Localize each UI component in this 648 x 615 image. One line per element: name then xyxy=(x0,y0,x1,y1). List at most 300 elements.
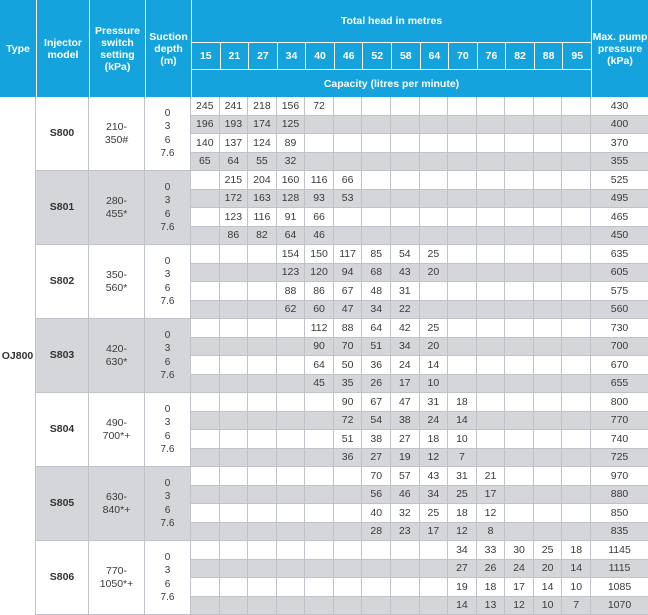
capacity-cell xyxy=(277,412,306,431)
suction-depth-value: 0 xyxy=(165,107,171,120)
capacity-cell xyxy=(362,560,391,579)
capacity-cell xyxy=(191,375,220,394)
header-pressure-switch-setting: Pressure switch setting (kPa) xyxy=(89,0,145,97)
capacity-cell: 12 xyxy=(505,597,534,615)
capacity-cell xyxy=(248,430,277,449)
capacity-cell xyxy=(334,541,363,560)
capacity-cell: 88 xyxy=(334,319,363,338)
capacity-cell xyxy=(448,116,477,135)
max-pump-pressure-value: 1115 xyxy=(591,560,648,579)
capacity-cell xyxy=(362,208,391,227)
capacity-cell xyxy=(534,319,563,338)
max-pump-pressure-value: 1145 xyxy=(591,541,648,560)
capacity-cell xyxy=(477,171,506,190)
capacity-cell: 12 xyxy=(420,449,449,468)
capacity-cell xyxy=(248,486,277,505)
capacity-cell xyxy=(191,356,220,375)
suction-depth-value: 7.6 xyxy=(161,443,175,456)
capacity-cell xyxy=(220,523,249,542)
capacity-cell xyxy=(505,171,534,190)
capacity-cell xyxy=(220,541,249,560)
capacity-cell xyxy=(191,412,220,431)
capacity-cell: 31 xyxy=(391,282,420,301)
capacity-cell: 150 xyxy=(305,245,334,264)
capacity-cell xyxy=(191,190,220,209)
type-label: OJ800 xyxy=(0,97,36,615)
capacity-cell: 174 xyxy=(248,116,277,135)
capacity-cell: 27 xyxy=(391,430,420,449)
capacity-cell: 25 xyxy=(448,486,477,505)
capacity-cell xyxy=(248,393,277,412)
capacity-cell xyxy=(534,97,563,116)
capacity-cell xyxy=(248,467,277,486)
capacity-cell: 124 xyxy=(248,134,277,153)
injector-model: S806 xyxy=(36,541,89,615)
capacity-cell: 64 xyxy=(305,356,334,375)
capacity-cell: 8 xyxy=(477,523,506,542)
capacity-cell xyxy=(448,134,477,153)
suction-depth-value: 6 xyxy=(165,504,171,517)
head-column-88: 88 xyxy=(534,42,563,69)
capacity-cell: 137 xyxy=(220,134,249,153)
max-pump-pressure-value: 355 xyxy=(591,153,648,172)
capacity-cell: 19 xyxy=(448,578,477,597)
capacity-cell: 196 xyxy=(191,116,220,135)
capacity-cell: 34 xyxy=(391,338,420,357)
suction-depth-value: 7.6 xyxy=(161,147,175,160)
capacity-cell xyxy=(277,504,306,523)
capacity-cell xyxy=(248,338,277,357)
capacity-cell: 14 xyxy=(448,412,477,431)
capacity-cell xyxy=(420,134,449,153)
capacity-cell xyxy=(220,578,249,597)
capacity-cell: 70 xyxy=(362,467,391,486)
capacity-cell xyxy=(505,467,534,486)
capacity-cell xyxy=(220,430,249,449)
capacity-cell xyxy=(505,282,534,301)
capacity-cell: 67 xyxy=(334,282,363,301)
capacity-cell: 193 xyxy=(220,116,249,135)
capacity-cell xyxy=(562,282,591,301)
capacity-cell xyxy=(505,504,534,523)
capacity-cell xyxy=(305,541,334,560)
max-pump-pressure-value: 450 xyxy=(591,227,648,246)
capacity-cell xyxy=(220,504,249,523)
capacity-cell xyxy=(477,190,506,209)
capacity-cell: 27 xyxy=(448,560,477,579)
capacity-cell xyxy=(248,301,277,320)
capacity-cell: 86 xyxy=(305,282,334,301)
suction-depth-value: 0 xyxy=(165,255,171,268)
capacity-cell: 20 xyxy=(420,264,449,283)
max-pump-pressure-value: 635 xyxy=(591,245,648,264)
capacity-cell xyxy=(477,153,506,172)
capacity-cell xyxy=(220,560,249,579)
capacity-cell: 43 xyxy=(420,467,449,486)
capacity-cell xyxy=(562,208,591,227)
capacity-cell xyxy=(391,190,420,209)
capacity-cell xyxy=(477,393,506,412)
capacity-cell xyxy=(562,227,591,246)
capacity-cell xyxy=(277,449,306,468)
suction-depth-value: 7.6 xyxy=(161,369,175,382)
capacity-cell xyxy=(505,486,534,505)
capacity-cell: 123 xyxy=(220,208,249,227)
capacity-cell xyxy=(277,319,306,338)
capacity-cell xyxy=(562,97,591,116)
max-pump-pressure-value: 725 xyxy=(591,449,648,468)
capacity-cell xyxy=(534,467,563,486)
capacity-cell: 36 xyxy=(334,449,363,468)
max-pump-pressure-value: 655 xyxy=(591,375,648,394)
capacity-cell: 14 xyxy=(420,356,449,375)
capacity-cell xyxy=(562,504,591,523)
capacity-cell xyxy=(220,393,249,412)
capacity-cell xyxy=(334,153,363,172)
capacity-cell xyxy=(220,449,249,468)
header-suction-depth: Suction depth (m) xyxy=(145,0,191,97)
capacity-cell xyxy=(477,97,506,116)
pressure-switch-setting: 350-560* xyxy=(89,245,145,319)
capacity-cell xyxy=(420,116,449,135)
capacity-cell xyxy=(562,467,591,486)
capacity-cell: 89 xyxy=(277,134,306,153)
capacity-cell xyxy=(334,97,363,116)
capacity-cell xyxy=(334,134,363,153)
capacity-cell xyxy=(248,264,277,283)
capacity-cell: 33 xyxy=(477,541,506,560)
capacity-cell xyxy=(534,338,563,357)
capacity-cell: 88 xyxy=(277,282,306,301)
head-column-46: 46 xyxy=(334,42,363,69)
capacity-cell xyxy=(391,541,420,560)
capacity-cell: 56 xyxy=(362,486,391,505)
head-column-95: 95 xyxy=(562,42,591,69)
capacity-cell xyxy=(191,301,220,320)
capacity-cell: 45 xyxy=(305,375,334,394)
capacity-cell xyxy=(248,560,277,579)
max-pump-pressure-value: 730 xyxy=(591,319,648,338)
injector-model: S802 xyxy=(36,245,89,319)
head-column-82: 82 xyxy=(505,42,534,69)
capacity-cell: 241 xyxy=(220,97,249,116)
max-pump-pressure-value: 465 xyxy=(591,208,648,227)
capacity-cell: 17 xyxy=(420,523,449,542)
capacity-cell xyxy=(248,597,277,615)
capacity-cell: 85 xyxy=(362,245,391,264)
capacity-cell xyxy=(534,227,563,246)
max-pump-pressure-value: 850 xyxy=(591,504,648,523)
suction-depth-value: 7.6 xyxy=(161,517,175,530)
capacity-cell xyxy=(448,301,477,320)
capacity-cell xyxy=(448,171,477,190)
capacity-cell: 14 xyxy=(448,597,477,615)
capacity-cell: 60 xyxy=(305,301,334,320)
capacity-cell: 30 xyxy=(505,541,534,560)
header-type: Type xyxy=(0,0,36,97)
capacity-cell: 51 xyxy=(334,430,363,449)
capacity-cell xyxy=(248,504,277,523)
capacity-cell xyxy=(505,430,534,449)
capacity-cell xyxy=(420,190,449,209)
capacity-cell xyxy=(191,467,220,486)
capacity-cell: 163 xyxy=(248,190,277,209)
suction-depths xyxy=(145,97,191,171)
capacity-cell xyxy=(220,319,249,338)
capacity-cell xyxy=(220,282,249,301)
capacity-cell: 20 xyxy=(534,560,563,579)
capacity-cell xyxy=(191,227,220,246)
pressure-switch-setting: 210-350# xyxy=(89,97,145,171)
suction-depth-value: 3 xyxy=(165,416,171,429)
capacity-cell xyxy=(477,134,506,153)
capacity-cell xyxy=(391,171,420,190)
capacity-cell xyxy=(562,153,591,172)
capacity-cell: 24 xyxy=(505,560,534,579)
pressure-switch-setting: 420-630* xyxy=(89,319,145,393)
capacity-cell xyxy=(277,467,306,486)
capacity-cell xyxy=(477,375,506,394)
capacity-cell xyxy=(477,319,506,338)
capacity-cell xyxy=(534,301,563,320)
capacity-cell xyxy=(334,578,363,597)
suction-depths xyxy=(145,541,191,615)
capacity-cell xyxy=(505,208,534,227)
capacity-cell xyxy=(420,597,449,615)
suction-depth-value: 7.6 xyxy=(161,295,175,308)
capacity-cell: 12 xyxy=(477,504,506,523)
capacity-cell xyxy=(562,486,591,505)
capacity-cell xyxy=(505,116,534,135)
capacity-cell: 26 xyxy=(477,560,506,579)
capacity-cell xyxy=(448,97,477,116)
capacity-cell xyxy=(248,449,277,468)
capacity-cell: 65 xyxy=(191,153,220,172)
max-pump-pressure-value: 525 xyxy=(591,171,648,190)
max-pump-pressure-value: 1070 xyxy=(591,597,648,615)
capacity-cell xyxy=(305,412,334,431)
capacity-cell xyxy=(448,282,477,301)
capacity-cell xyxy=(248,245,277,264)
capacity-cell: 38 xyxy=(391,412,420,431)
capacity-cell xyxy=(191,560,220,579)
capacity-cell xyxy=(448,245,477,264)
max-pump-pressure-value: 575 xyxy=(591,282,648,301)
capacity-cell xyxy=(534,208,563,227)
capacity-cell: 93 xyxy=(305,190,334,209)
capacity-cell xyxy=(277,393,306,412)
capacity-cell: 68 xyxy=(362,264,391,283)
capacity-cell xyxy=(534,430,563,449)
capacity-cell xyxy=(562,356,591,375)
capacity-cell: 21 xyxy=(477,467,506,486)
capacity-cell xyxy=(191,208,220,227)
capacity-cell xyxy=(362,541,391,560)
capacity-cell xyxy=(420,301,449,320)
capacity-cell: 48 xyxy=(362,282,391,301)
max-pump-pressure-value: 560 xyxy=(591,301,648,320)
capacity-cell xyxy=(448,319,477,338)
capacity-cell: 123 xyxy=(277,264,306,283)
capacity-cell: 26 xyxy=(362,375,391,394)
capacity-cell xyxy=(562,301,591,320)
suction-depth-value: 3 xyxy=(165,490,171,503)
capacity-cell: 82 xyxy=(248,227,277,246)
capacity-cell: 25 xyxy=(420,319,449,338)
capacity-cell xyxy=(534,116,563,135)
capacity-cell xyxy=(305,393,334,412)
capacity-cell: 23 xyxy=(391,523,420,542)
capacity-cell xyxy=(248,523,277,542)
capacity-cell xyxy=(562,430,591,449)
capacity-cell: 218 xyxy=(248,97,277,116)
suction-depth-value: 3 xyxy=(165,120,171,133)
capacity-cell xyxy=(248,375,277,394)
capacity-cell: 38 xyxy=(362,430,391,449)
capacity-cell xyxy=(562,190,591,209)
capacity-cell xyxy=(477,356,506,375)
capacity-cell: 17 xyxy=(477,486,506,505)
capacity-cell xyxy=(277,486,306,505)
capacity-cell: 62 xyxy=(277,301,306,320)
capacity-cell xyxy=(505,301,534,320)
capacity-cell: 7 xyxy=(562,597,591,615)
capacity-cell xyxy=(505,264,534,283)
capacity-cell: 12 xyxy=(448,523,477,542)
capacity-cell: 27 xyxy=(362,449,391,468)
max-pump-pressure-value: 835 xyxy=(591,523,648,542)
max-pump-pressure-value: 770 xyxy=(591,412,648,431)
capacity-cell: 51 xyxy=(362,338,391,357)
capacity-cell: 18 xyxy=(420,430,449,449)
max-pump-pressure-value: 1085 xyxy=(591,578,648,597)
capacity-cell xyxy=(391,208,420,227)
suction-depths xyxy=(145,171,191,245)
capacity-cell: 70 xyxy=(334,338,363,357)
capacity-cell xyxy=(305,578,334,597)
capacity-cell: 47 xyxy=(391,393,420,412)
capacity-cell xyxy=(248,282,277,301)
capacity-cell: 156 xyxy=(277,97,306,116)
capacity-cell xyxy=(362,116,391,135)
capacity-cell xyxy=(505,523,534,542)
max-pump-pressure-value: 970 xyxy=(591,467,648,486)
max-pump-pressure-value: 800 xyxy=(591,393,648,412)
capacity-cell: 117 xyxy=(334,245,363,264)
capacity-cell xyxy=(362,134,391,153)
capacity-cell xyxy=(391,227,420,246)
capacity-cell xyxy=(305,153,334,172)
capacity-cell xyxy=(391,116,420,135)
suction-depth-value: 6 xyxy=(165,208,171,221)
capacity-cell xyxy=(220,467,249,486)
capacity-cell: 46 xyxy=(305,227,334,246)
capacity-cell xyxy=(362,97,391,116)
max-pump-pressure-value: 700 xyxy=(591,338,648,357)
capacity-cell: 32 xyxy=(391,504,420,523)
capacity-cell xyxy=(562,523,591,542)
capacity-cell xyxy=(534,190,563,209)
suction-depth-value: 0 xyxy=(165,551,171,564)
capacity-cell xyxy=(534,356,563,375)
head-column-34: 34 xyxy=(277,42,306,69)
capacity-cell: 94 xyxy=(334,264,363,283)
capacity-cell xyxy=(420,208,449,227)
capacity-cell: 10 xyxy=(534,597,563,615)
capacity-cell xyxy=(534,375,563,394)
capacity-cell xyxy=(391,578,420,597)
capacity-cell: 72 xyxy=(334,412,363,431)
capacity-cell: 140 xyxy=(191,134,220,153)
capacity-cell xyxy=(362,153,391,172)
capacity-cell xyxy=(477,449,506,468)
capacity-cell xyxy=(562,134,591,153)
capacity-cell xyxy=(477,301,506,320)
capacity-cell: 32 xyxy=(277,153,306,172)
capacity-cell xyxy=(305,134,334,153)
capacity-cell xyxy=(305,523,334,542)
capacity-cell xyxy=(477,338,506,357)
capacity-cell xyxy=(534,486,563,505)
capacity-cell: 57 xyxy=(391,467,420,486)
suction-depth-value: 3 xyxy=(165,194,171,207)
capacity-cell xyxy=(505,245,534,264)
capacity-cell xyxy=(191,393,220,412)
capacity-cell xyxy=(534,282,563,301)
capacity-cell xyxy=(477,227,506,246)
capacity-cell: 55 xyxy=(248,153,277,172)
capacity-cell: 18 xyxy=(562,541,591,560)
capacity-cell: 125 xyxy=(277,116,306,135)
capacity-cell xyxy=(534,264,563,283)
capacity-cell xyxy=(220,245,249,264)
capacity-cell xyxy=(391,597,420,615)
capacity-cell xyxy=(448,356,477,375)
suction-depths xyxy=(145,393,191,467)
capacity-cell: 43 xyxy=(391,264,420,283)
capacity-cell xyxy=(248,412,277,431)
head-column-27: 27 xyxy=(248,42,277,69)
capacity-cell xyxy=(420,171,449,190)
capacity-cell xyxy=(505,227,534,246)
capacity-cell xyxy=(420,541,449,560)
capacity-cell: 10 xyxy=(420,375,449,394)
capacity-cell: 10 xyxy=(448,430,477,449)
capacity-cell: 172 xyxy=(220,190,249,209)
header-total-head: Total head in metres xyxy=(191,0,591,42)
suction-depth-value: 7.6 xyxy=(161,591,175,604)
capacity-cell xyxy=(534,171,563,190)
capacity-cell xyxy=(277,356,306,375)
capacity-cell xyxy=(448,190,477,209)
capacity-cell xyxy=(220,338,249,357)
capacity-cell xyxy=(248,541,277,560)
capacity-cell xyxy=(562,171,591,190)
suction-depth-value: 0 xyxy=(165,329,171,342)
capacity-cell: 64 xyxy=(277,227,306,246)
capacity-cell xyxy=(305,560,334,579)
capacity-cell xyxy=(534,153,563,172)
capacity-cell: 31 xyxy=(448,467,477,486)
capacity-cell xyxy=(334,504,363,523)
capacity-cell: 53 xyxy=(334,190,363,209)
header-max-pump-pressure: Max. pump pressure (kPa) xyxy=(591,0,648,97)
pressure-switch-setting: 770-1050*+ xyxy=(89,541,145,615)
capacity-cell xyxy=(448,153,477,172)
capacity-cell xyxy=(334,523,363,542)
capacity-cell: 64 xyxy=(220,153,249,172)
injector-model: S800 xyxy=(36,97,89,171)
